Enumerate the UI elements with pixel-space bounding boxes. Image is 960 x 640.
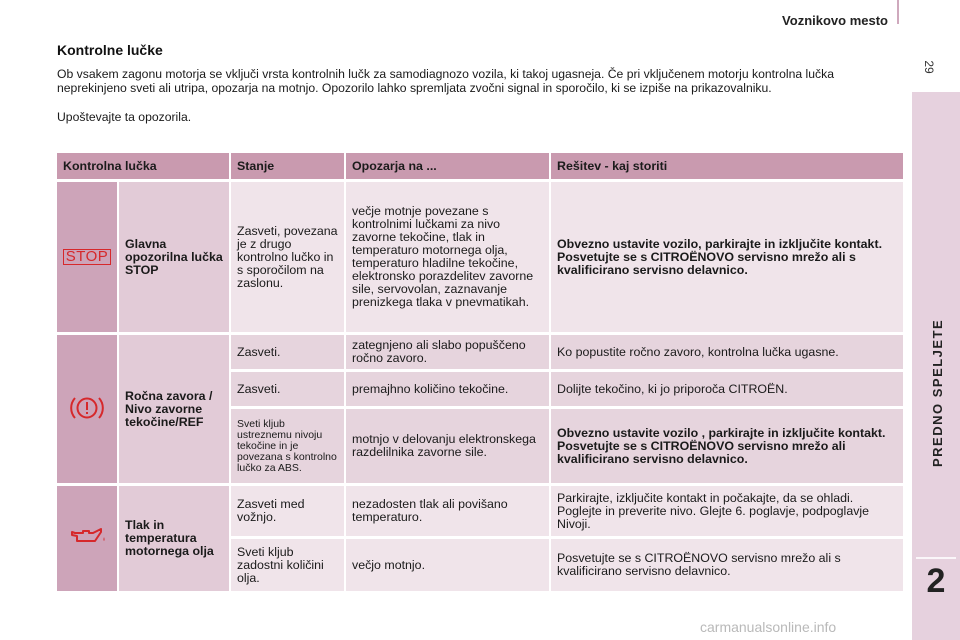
lamp-cause: nezadosten tlak ali povišano temperaturo. xyxy=(344,486,549,536)
page-title: Kontrolne lučke xyxy=(57,42,163,58)
note-paragraph: Upoštevajte ta opozorila. xyxy=(57,110,192,124)
lamp-cause: večje motnje povezane s kontrolnimi lučkami za nivo zavorne tekočine, tlak in temperaturo motornega olja, temperaturo hladilne tekočine, elektronsko porazdelitev zavorne sile, servovolan, zaznavanje prenizkega tlaka v pnevmatikah. xyxy=(344,182,549,332)
lamp-action: Posvetujte se s CITROËNOVO servisno mrežo ali s kvalificirano servisno delavnico. xyxy=(549,539,903,591)
lamp-state: Zasveti, povezana je z drugo kontrolno lučko in s sporočilom na zaslonu. xyxy=(229,182,344,332)
lamp-action: Ko popustite ročno zavoro, kontrolna lučka ugasne. xyxy=(549,335,903,369)
chapter-number: 2 xyxy=(926,562,946,600)
column-header: Opozarja na ... xyxy=(344,153,549,179)
stop-warning-icon: STOP xyxy=(63,249,112,265)
column-header: Rešitev - kaj storiti xyxy=(549,153,903,179)
lamp-state: Zasveti med vožnjo. xyxy=(229,486,344,536)
side-tab-label: PREDNO SPELJETE xyxy=(930,318,945,467)
table-header-row xyxy=(57,153,903,179)
brake-warning-icon xyxy=(69,393,105,423)
lamp-name: Ročna zavora / Nivo zavorne tekočine/REF xyxy=(117,335,229,483)
page-number: 29 xyxy=(922,60,936,74)
lamp-state: Sveti kljub ustreznemu nivoju tekočine in je povezana s kontrolno lučko za ABS. xyxy=(229,409,344,483)
lamp-action: Obvezno ustavite vozilo , parkirajte in izključite kontakt. Posvetujte se s CITROËNOVO servisno mrežo ali kvalificirano servisno delavnico. xyxy=(549,409,903,483)
lamp-action: Dolijte tekočino, ki jo priporoča CITROËN. xyxy=(549,372,903,406)
column-header: Kontrolna lučka xyxy=(57,153,229,179)
section-header: Voznikovo mesto xyxy=(782,13,888,28)
oil-can-icon xyxy=(67,525,107,549)
lamp-state: Zasveti. xyxy=(229,372,344,406)
brake-warning-cell xyxy=(57,335,117,483)
table-row xyxy=(57,182,903,332)
stop-warning-cell xyxy=(57,182,117,332)
column-header: Stanje xyxy=(229,153,344,179)
lamp-name: Tlak in temperatura motornega olja xyxy=(117,486,229,591)
table-row xyxy=(57,335,903,369)
table-row xyxy=(57,486,903,536)
lamp-action: Parkirajte, izključite kontakt in počakajte, da se ohladi. Poglejte in preverite nivo. Glejte 6. poglavje, podpoglavje Nivoji. xyxy=(549,486,903,536)
lamp-action: Obvezno ustavite vozilo, parkirajte in izključite kontakt. Posvetujte se s CITROËNOVO servisno mrežo ali s kvalificirano servisno delavnico. xyxy=(549,182,903,332)
lamp-state: Sveti kljub zadostni količini olja. xyxy=(229,539,344,591)
lamp-cause: motnjo v delovanju elektronskega razdelilnika zavorne sile. xyxy=(344,409,549,483)
lamp-state: Zasveti. xyxy=(229,335,344,369)
oil-warning-cell xyxy=(57,486,117,591)
lamp-cause: večjo motnjo. xyxy=(344,539,549,591)
lamp-name: Glavna opozorilna lučka STOP xyxy=(117,182,229,332)
intro-paragraph: Ob vsakem zagonu motorja se vključi vrsta kontrolnih lučk za samodiagnozo vozila, ki takoj ugasneja. Če pri vključenem motorju kontrolna lučka neprekinjeno sveti ali utripa, opozarja na motnjo. Opozorilo lahko spremljata zvočni signal in sporočilo, ki se izpiše na prikazovalniku. xyxy=(57,67,834,95)
watermark: carmanualsonline.info xyxy=(700,619,837,635)
lamp-cause: premajhno količino tekočine. xyxy=(344,372,549,406)
chapter-side-tab[interactable] xyxy=(912,92,960,640)
header-divider xyxy=(897,0,899,24)
warning-lights-table xyxy=(57,150,903,594)
lamp-cause: zategnjeno ali slabo popuščeno ročno zavoro. xyxy=(344,335,549,369)
side-tab-divider xyxy=(916,557,956,559)
